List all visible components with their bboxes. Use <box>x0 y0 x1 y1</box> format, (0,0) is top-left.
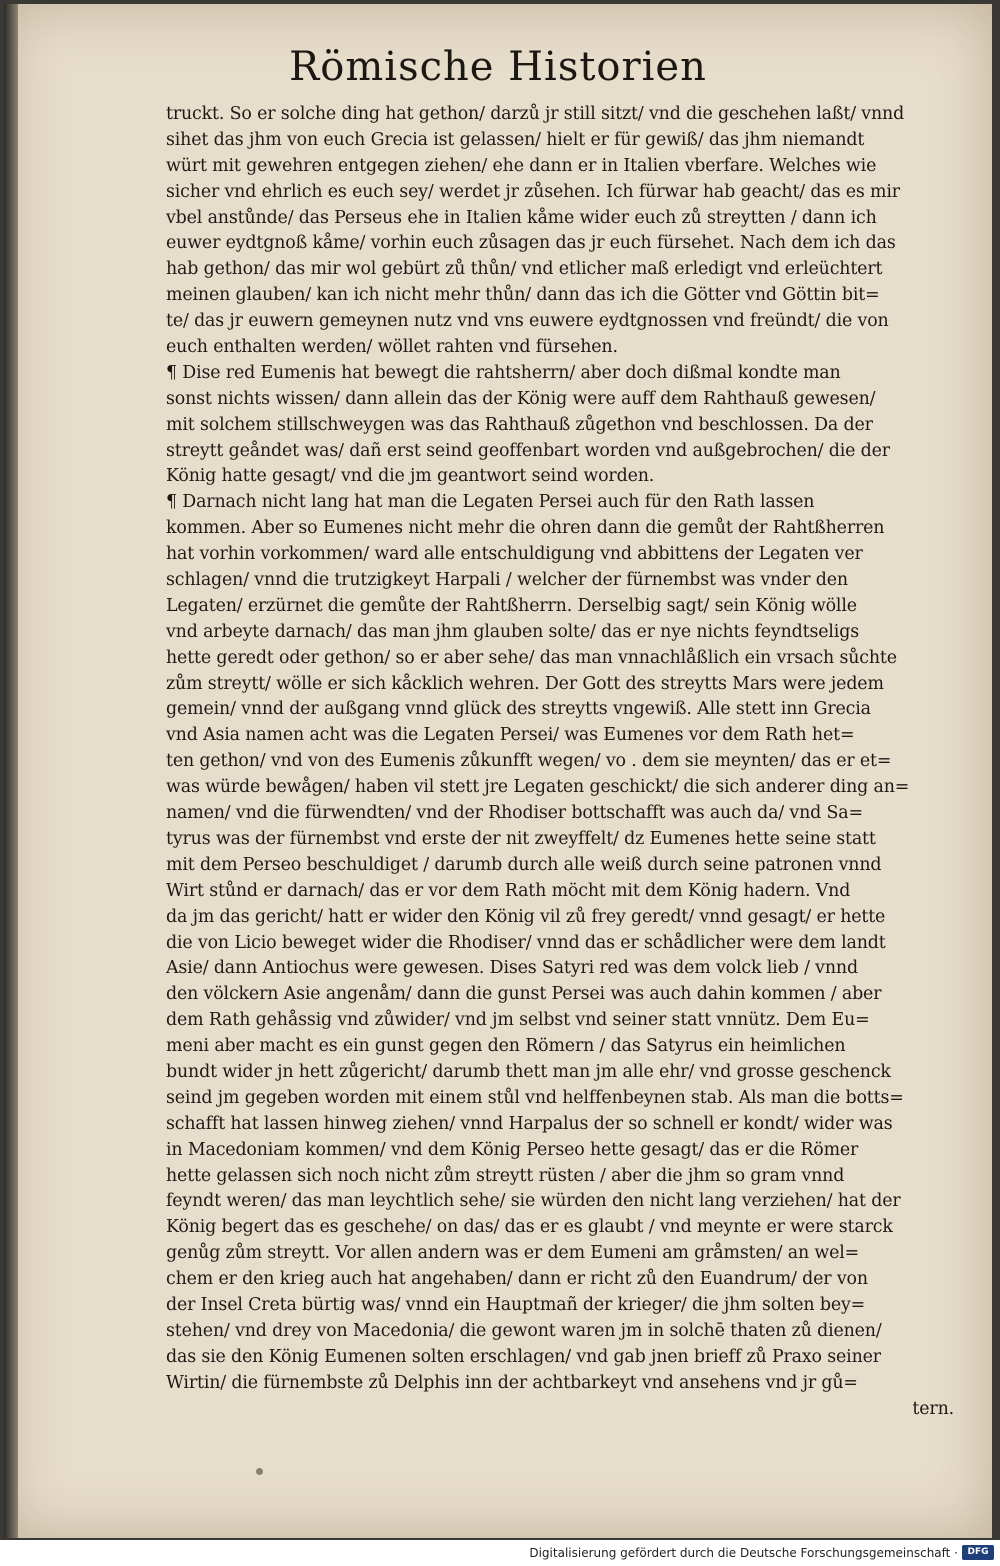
text-line: hat vorhin vorkommen/ ward alle entschuldigung vnd abbittens der Legaten ver <box>166 544 863 565</box>
text-line: da jm das gericht/ hatt er wider den König vil zů frey geredt/ vnnd gesagt/ er hette <box>166 906 886 927</box>
text-line: te/ das jr euwern gemeynen nutz vnd vns euwere eydtgnossen vnd freündt/ die von <box>166 311 889 332</box>
dfg-logo: DFG <box>962 1545 994 1560</box>
text-line: euch enthalten werden/ wöllet rahten vnd fürsehen. <box>166 337 618 358</box>
text-line: euwer eydtgnoß kåme/ vorhin euch zůsagen das jr euch fürsehet. Nach dem ich das <box>166 233 896 254</box>
text-line: König begert das es geschehe/ on das/ das er es glaubt / vnd meynte er were starck <box>166 1217 893 1238</box>
text-line: vnd arbeyte darnach/ das man jhm glauben solte/ das er nye nichts feyndtseligs <box>166 621 859 642</box>
book-gutter <box>4 4 18 1538</box>
text-line: seind jm gegeben worden mit einem stůl vnd helffenbeynen stab. Als man die botts= <box>166 1087 904 1108</box>
scanned-page <box>4 4 992 1538</box>
page-header-title: Römische Historien <box>289 44 707 90</box>
text-line: meinen glauben/ kan ich nicht mehr thůn/ dann das ich die Götter vnd Göttin bit= <box>166 285 880 306</box>
text-line: schafft hat lassen hinweg ziehen/ vnnd Harpalus der so schnell er kondt/ wider was <box>166 1113 893 1134</box>
text-line: gemein/ vnnd der außgang vnnd glück des streytts vngewiß. Alle stett inn Grecia <box>166 699 871 720</box>
text-line: namen/ vnd die fürwendten/ vnd der Rhodiser bottschafft was auch da/ vnd Sa= <box>166 803 863 824</box>
text-line: bundt wider jn hett zůgericht/ darumb thett man jm alle ehr/ vnd grosse geschenck <box>166 1061 891 1082</box>
text-line: meni aber macht es ein gunst gegen den Römern / das Satyrus ein heimlichen <box>166 1036 846 1057</box>
text-line: dem Rath gehåssig vnd zůwider/ vnd jm selbst vnd seiner statt vnnütz. Dem Eu= <box>166 1010 870 1031</box>
text-line: ¶ Dise red Eumenis hat bewegt die rahtsherrn/ aber doch dißmal kondte man <box>166 362 841 383</box>
text-line: schlagen/ vnnd die trutzigkeyt Harpali / welcher der fürnembst was vnder den <box>166 570 848 591</box>
footer-bar <box>0 1540 1000 1566</box>
text-line: chem er den krieg auch hat angehaben/ dann er richt zů den Euandrum/ der von <box>166 1269 868 1290</box>
text-line: in Macedoniam kommen/ vnd dem König Perseo hette gesagt/ das er die Römer <box>166 1139 859 1160</box>
text-line: sicher vnd ehrlich es euch sey/ werdet jr zůsehen. Ich fürwar hab geacht/ das es mir <box>166 181 900 202</box>
text-line: Asie/ dann Antiochus were gewesen. Dises Satyri red was dem volck lieb / vnnd <box>166 958 858 979</box>
text-line: zům streytt/ wölle er sich kåcklich wehren. Der Gott des streytts Mars were jedem <box>166 673 884 694</box>
text-line: vnd Asia namen acht was die Legaten Persei/ was Eumenes vor dem Rath het= <box>166 725 855 746</box>
text-line: feyndt weren/ das man leychtlich sehe/ sie würden den nicht lang verziehen/ hat der <box>166 1191 901 1212</box>
text-line: den völckern Asie angenåm/ dann die gunst Persei was auch dahin kommen / aber <box>166 984 882 1005</box>
text-line: was würde bewågen/ haben vil stett jre Legaten geschickt/ die sich anderer ding an= <box>166 777 910 798</box>
text-line: vbel anstůnde/ das Perseus ehe in Italien kåme wider euch zů streytten / dann ich <box>166 207 877 228</box>
text-line: mit dem Perseo beschuldiget / darumb durch alle weiß durch seine patronen vnnd <box>166 854 882 875</box>
text-line: truckt. So er solche ding hat gethon/ darzů jr still sitzt/ vnd die geschehen laßt/ vnnd <box>166 104 905 124</box>
text-line: hab gethon/ das mir wol gebürt zů thůn/ vnd etlicher maß erledigt vnd erleüchtert <box>166 259 883 280</box>
text-line: kommen. Aber so Eumenes nicht mehr die ohren dann die gemůt der Rahtßherren <box>166 518 885 539</box>
text-line: Wirtin/ die fürnembste zů Delphis inn der achtbarkeyt vnd ansehens vnd jr gů= <box>166 1372 858 1393</box>
text-line: würt mit gewehren entgegen ziehen/ ehe dann er in Italien vberfare. Welches wie <box>166 155 877 176</box>
text-line: die von Licio beweget wider die Rhodiser/ vnnd das er schådlicher were dem landt <box>166 932 886 953</box>
text-line: hette gelassen sich noch nicht zům streytt rüsten / aber die jhm so gram vnnd <box>166 1165 845 1186</box>
text-line: ¶ Darnach nicht lang hat man die Legaten Persei auch für den Rath lassen <box>166 492 815 513</box>
body-text <box>166 102 966 1422</box>
text-line: stehen/ vnd drey von Macedonia/ die gewont waren jm in solchē thaten zů dienen/ <box>166 1320 882 1341</box>
text-line: König hatte gesagt/ vnd die jm geantwort seind worden. <box>166 466 655 487</box>
text-line: ten gethon/ vnd von des Eumenis zůkunfft wegen/ vo . dem sie meynten/ das er et= <box>166 751 892 772</box>
text-line: das sie den König Eumenen solten erschlagen/ vnd gab jnen brieff zů Praxo seiner <box>166 1346 881 1367</box>
text-line: Legaten/ erzürnet die gemůte der Rahtßherrn. Derselbig sagt/ sein König wölle <box>166 595 857 616</box>
text-line: genůg zům streytt. Vor allen andern was er dem Eumeni am gråmsten/ an wel= <box>166 1243 860 1264</box>
text-line: mit solchem stillschweygen was das Rahthauß zůgethon vnd beschlossen. Da der <box>166 414 873 435</box>
ink-speck <box>256 1468 263 1475</box>
text-line: tern. <box>912 1398 954 1419</box>
text-line: tyrus was der fürnembst vnd erste der nit zweyffelt/ dz Eumenes hette seine statt <box>166 828 876 849</box>
text-line: sihet das jhm von euch Grecia ist gelassen/ hielt er für gewiß/ das jhm niemandt <box>166 129 865 150</box>
text-line: hette geredt oder gethon/ so er aber sehe/ das man vnnachlåßlich ein vrsach sůchte <box>166 647 897 668</box>
text-line: streytt geåndet was/ dañ erst seind geoffenbart worden vnd außgebrochen/ die der <box>166 440 890 461</box>
footer-credit: Digitalisierung gefördert durch die Deutsche Forschungsgemeinschaft · <box>529 1546 958 1560</box>
text-line: der Insel Creta bürtig was/ vnnd ein Hauptmañ der krieger/ die jhm solten bey= <box>166 1294 866 1315</box>
text-line: sonst nichts wissen/ dann allein das der König were auff dem Rahthauß gewesen/ <box>166 388 876 409</box>
text-line: Wirt stůnd er darnach/ das er vor dem Rath möcht mit dem König hadern. Vnd <box>166 880 851 901</box>
